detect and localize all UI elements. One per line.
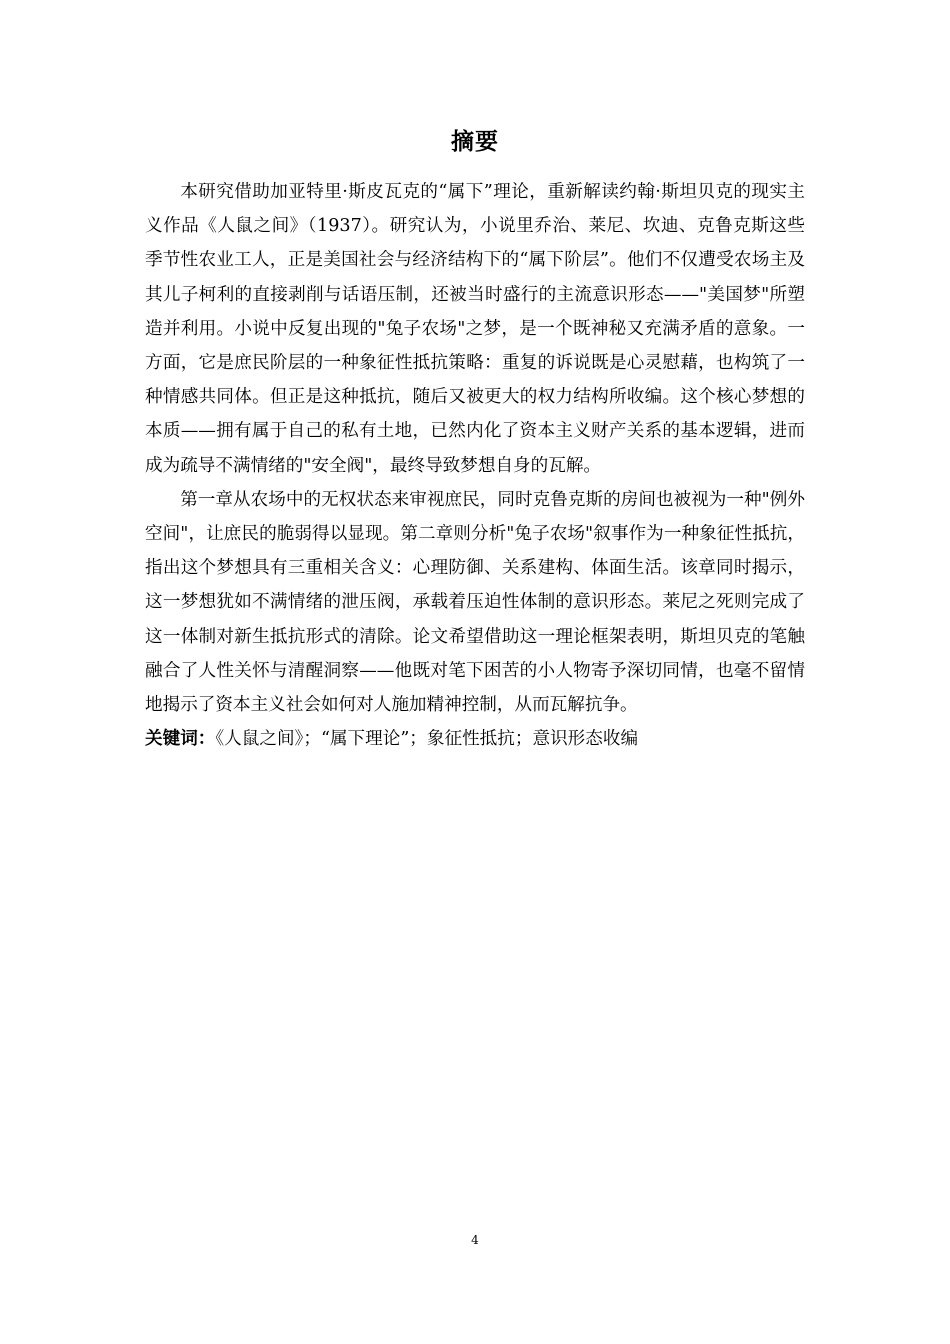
page-number: 4 <box>471 1233 479 1247</box>
page-title: 摘要 <box>451 129 499 155</box>
abstract-paragraph-1: 本研究借助加亚特里·斯皮瓦克的“属下”理论，重新解读约翰·斯坦贝克的现实主义作品《人鼠之间》（1937）。研究认为，小说里乔治、莱尼、坎迪、克鲁克斯这些季节性农业工人，正是美国社会与经济结构下的“属下阶层”。他们不仅遭受农场主及其儿子柯利的直接剥削与话语压制，还被当时盛行的主流意识形态——"美国梦"所塑造并利用。小说中反复出现的"兔子农场"之梦，是一个既神秘又充满矛盾的意象。一方面，它是庶民阶层的一种象征性抵抗策略：重复的诉说既是心灵慰藉，也构筑了一种情感共同体。但正是这种抵抗，随后又被更大的权力结构所收编。这个核心梦想的本质——拥有属于自己的私有土地，已然内化了资本主义财产关系的基本逻辑，进而成为疏导不满情绪的"安全阀"，最终导致梦想自身的瓦解。 <box>145 182 805 476</box>
keywords-line <box>145 722 805 756</box>
abstract-paragraph-2: 第一章从农场中的无权状态来审视庶民，同时克鲁克斯的房间也被视为一种"例外空间"，让庶民的脆弱得以显现。第二章则分析"兔子农场"叙事作为一种象征性抵抗，指出这个梦想具有三重相关含义：心理防御、关系建构、体面生活。该章同时揭示，这一梦想犹如不满情绪的泄压阀，承载着压迫性体制的意识形态。莱尼之死则完成了这一体制对新生抵抗形式的清除。论文希望借助这一理论框架表明，斯坦贝克的笔触融合了人性关怀与清醒洞察——他既对笔下困苦的小人物寄予深切同情，也毫不留情地揭示了资本主义社会如何对人施加精神控制，从而瓦解抗争。 <box>145 489 805 716</box>
abstract-body <box>145 175 805 756</box>
keywords-text: 《人鼠之间》；“属下理论”；象征性抵抗；意识形态收编 <box>215 729 639 750</box>
keywords-label: 关键词： <box>145 729 216 750</box>
